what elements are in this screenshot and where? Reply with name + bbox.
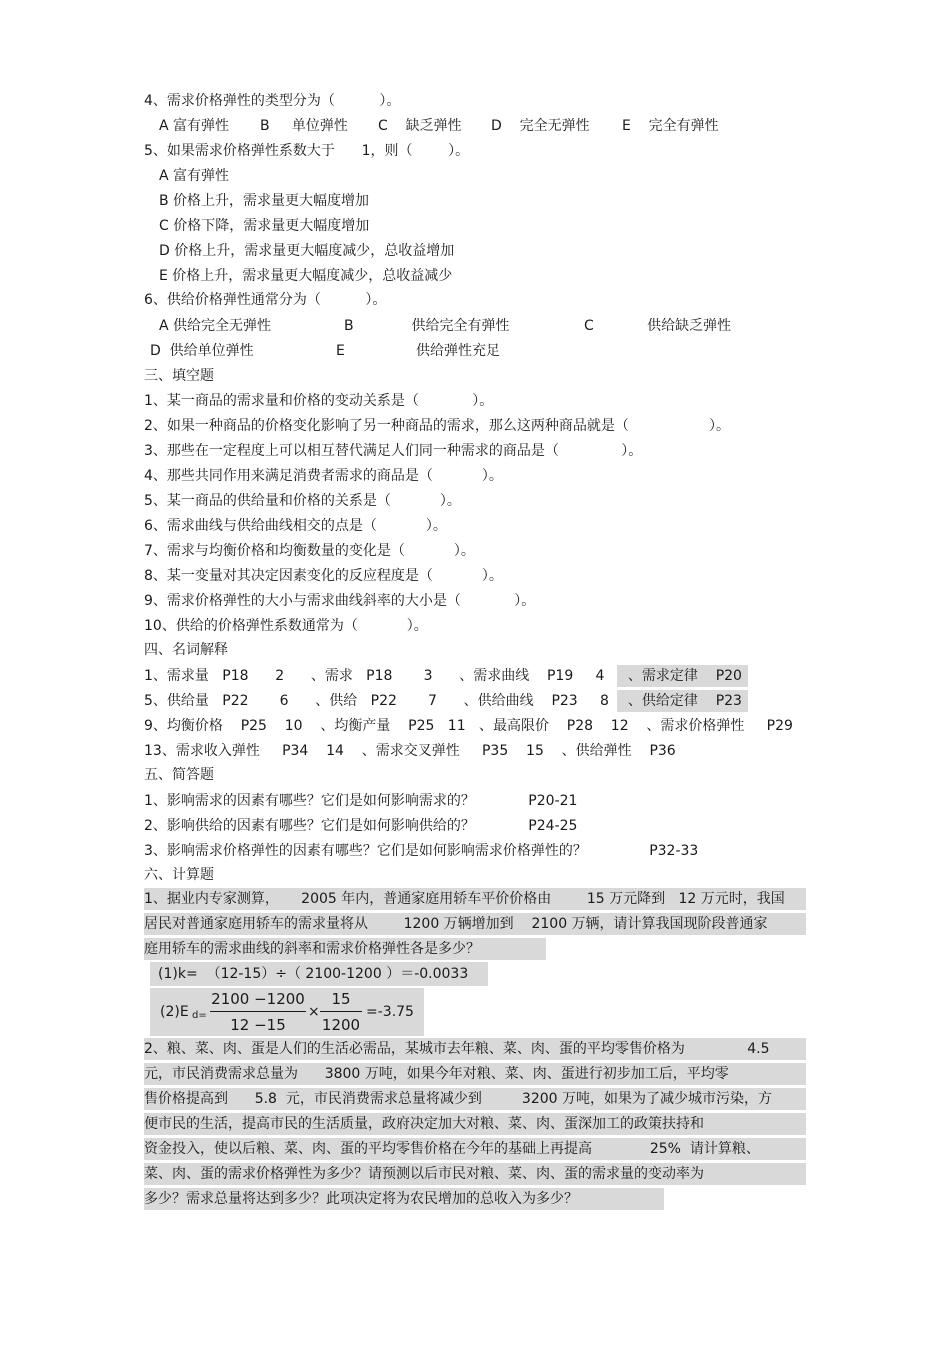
fill-item-2: 2、如果一种商品的价格变化影响了另一种商品的需求，那么这两种商品就是（ ）。	[144, 418, 731, 434]
calc1-frac2-num: 15	[331, 990, 351, 1008]
calc2-line-1: 2、粮、菜、肉、蛋是人们的生活必需品，某城市去年粮、菜、肉、蛋的平均零售价格为 4.5	[144, 1038, 806, 1060]
short-item-3: 3、影响需求价格弹性的因素有哪些？它们是如何影响需求价格弹性的？ P32-33	[144, 843, 699, 859]
q6-opt-a: A 供给完全无弹性	[159, 318, 272, 334]
calc1-frac1-den: 12 −15	[230, 1016, 286, 1034]
calc2-line-3: 售价格提高到 5.8 元，市民消费需求总量将减少到 3200 万吨，如果为了减少城市污染，方	[144, 1088, 806, 1110]
fill-item-9: 9、需求价格弹性的大小与需求曲线斜率的大小是（ ）。	[144, 593, 536, 609]
q5-text: 5、如果需求价格弹性系数大于 1，则（ ）。	[144, 143, 470, 159]
calc2-line-2: 元，市民消费需求总量为 3800 万吨，如果今年对粮、菜、肉、蛋进行初步加工后，平均零	[144, 1063, 806, 1085]
calc1-formula-label: (2)E	[160, 1004, 189, 1020]
q6-opt-c: C 供给缺乏弹性	[584, 318, 732, 334]
q5-opt-c: C 价格下降，需求量更大幅度增加	[159, 218, 370, 234]
short-item-2: 2、影响供给的因素有哪些？它们是如何影响供给的？ P24-25	[144, 818, 578, 834]
short-item-1: 1、影响需求的因素有哪些？它们是如何影响需求的？ P20-21	[144, 793, 578, 809]
terms-row-4: 13、需求收入弹性 P34 14 、需求交叉弹性 P35 15 、供给弹性 P36	[144, 743, 676, 759]
calc2-line-6: 菜、肉、蛋的需求价格弹性为多少？请预测以后市民对粮、菜、肉、蛋的需求量的变动率为	[144, 1163, 806, 1185]
calc1-formula-sub: d=	[192, 1010, 207, 1021]
calc1-line-1: 1、据业内专家测算， 2005 年内，普通家庭用轿车平价价格由 15 万元降到 12 万元时，我国	[144, 888, 806, 910]
fill-item-3: 3、那些在一定程度上可以相互替代满足人们同一种需求的商品是（ ）。	[144, 443, 643, 459]
q5-opt-b: B 价格上升，需求量更大幅度增加	[159, 193, 370, 209]
short-heading: 五、简答题	[144, 767, 214, 783]
q5-opt-d: D 价格上升，需求量更大幅度减少，总收益增加	[159, 243, 455, 259]
fill-item-5: 5、某一商品的供给量和价格的关系是（ ）。	[144, 493, 461, 509]
calc2-line-5: 资金投入，使以后粮、菜、肉、蛋的平均零售价格在今年的基础上再提高 25% 请计算粮、	[144, 1138, 806, 1160]
fill-heading: 三、填空题	[144, 368, 214, 384]
calc1-frac1-bar	[210, 1011, 306, 1012]
terms-row-1: 1、需求量 P18 2 、需求 P18 3 、需求曲线 P19 4	[144, 668, 605, 684]
terms-row-2-highlight: 、供给定律 P23	[617, 690, 748, 712]
fill-item-7: 7、需求与均衡价格和均衡数量的变化是（ ）。	[144, 543, 475, 559]
fill-item-4: 4、那些共同作用来满足消费者需求的商品是（ ）。	[144, 468, 503, 484]
calc1-result: =-3.75	[366, 1004, 414, 1020]
calc2-line-4: 便市民的生活，提高市民的生活质量，政府决定加大对粮、菜、肉、蛋深加工的政策扶持和	[144, 1113, 806, 1135]
q6-opt-b: B 供给完全有弹性	[344, 318, 510, 334]
q4-opt-b: B 单位弹性	[260, 118, 348, 134]
calc1-line-3: 庭用轿车的需求曲线的斜率和需求价格弹性各是多少？	[144, 938, 546, 960]
q6-opt-d: D 供给单位弹性	[150, 343, 254, 359]
calc-heading: 六、计算题	[144, 867, 214, 883]
terms-heading: 四、名词解释	[144, 642, 228, 658]
q5-opt-a: A 富有弹性	[159, 168, 230, 184]
fill-item-6: 6、需求曲线与供给曲线相交的点是（ ）。	[144, 518, 447, 534]
terms-row-1-highlight: 、需求定律 P20	[617, 665, 748, 687]
fill-item-8: 8、某一变量对其决定因素变化的反应程度是（ ）。	[144, 568, 503, 584]
q4-opt-a: A 富有弹性	[159, 118, 230, 134]
calc1-frac2-bar	[320, 1011, 362, 1012]
calc1-line-2: 居民对普通家庭用轿车的需求量将从 1200 万辆增加到 2100 万辆，请计算我国现阶段普通家	[144, 913, 806, 935]
q4-opt-c: C 缺乏弹性	[378, 118, 462, 134]
calc2-line-7: 多少？需求总量将达到多少？此项决定将为农民增加的总收入为多少？	[144, 1188, 664, 1210]
q4-opt-d: D 完全无弹性	[491, 118, 590, 134]
q4-opt-e: E 完全有弹性	[622, 118, 719, 134]
q4-text: 4、需求价格弹性的类型分为（ ）。	[144, 93, 401, 109]
calc1-times: ×	[308, 1004, 320, 1020]
q5-opt-e: E 价格上升，需求量更大幅度减少，总收益减少	[159, 268, 453, 284]
calc1-answer-k: (1)k= （12-15）÷（ 2100-1200 ）＝-0.0033	[150, 962, 488, 986]
fill-item-1: 1、某一商品的需求量和价格的变动关系是（ ）。	[144, 393, 494, 409]
fill-item-10: 10、供给的价格弹性系数通常为（ ）。	[144, 618, 428, 634]
calc1-frac1-num: 2100 −1200	[211, 990, 305, 1008]
terms-row-2: 5、供给量 P22 6 、供给 P22 7 、供给曲线 P23 8	[144, 693, 609, 709]
q6-text: 6、供给价格弹性通常分为（ ）。	[144, 292, 387, 308]
q6-opt-e: E 供给弹性充足	[336, 343, 501, 359]
calc1-frac2-den: 1200	[321, 1016, 361, 1034]
terms-row-3: 9、均衡价格 P25 10 、均衡产量 P25 11 、最高限价 P28 12 、需求价格弹性 P29	[144, 718, 793, 734]
